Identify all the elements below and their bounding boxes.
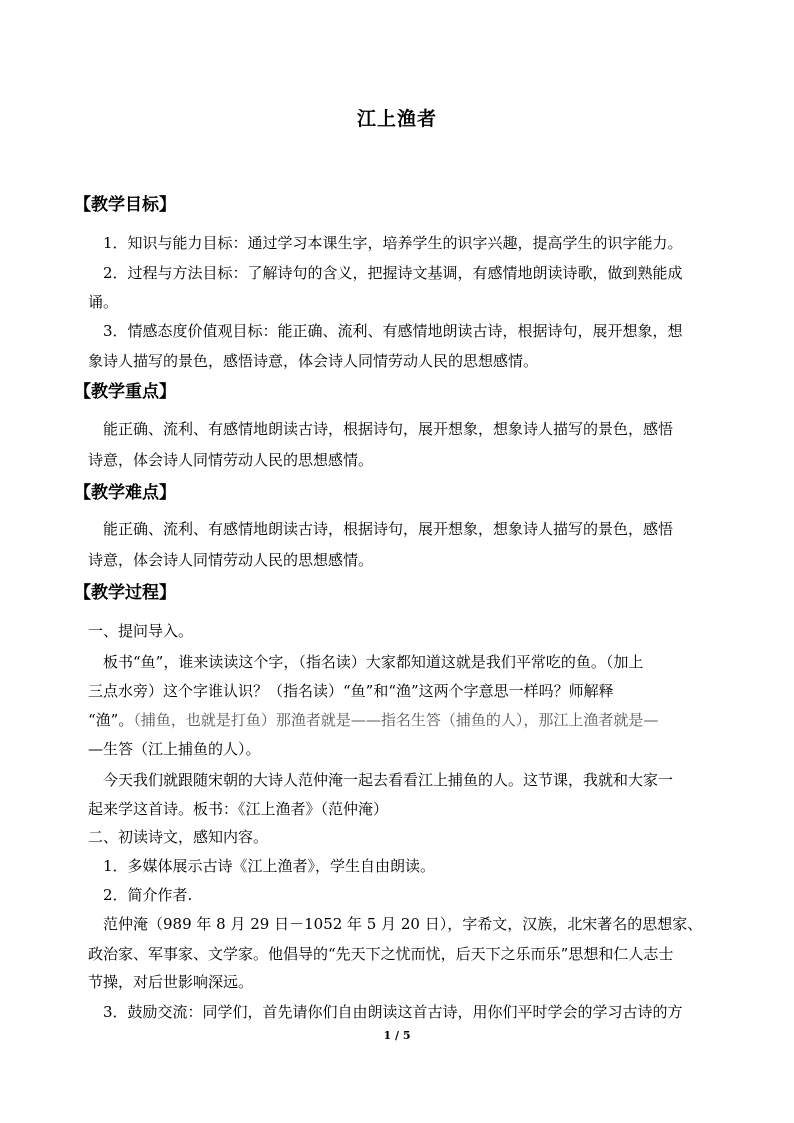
paragraph-line: 2．简介作者. [103,886,193,904]
paragraph-line: 3．情感态度价值观目标：能正确、流利、有感情地朗读古诗，根据诗句，展开想象，想 [103,322,683,340]
paragraph-line [88,709,658,730]
paragraph-line: 1．多媒体展示古诗《江上渔者》，学生自由朗读。 [103,857,436,875]
paragraph-line: 1．知识与能力目标：通过学习本课生字，培养学生的识字兴趣，提高学生的识字能力。 [103,234,683,252]
paragraph-line: 一、提问导入。 [88,622,194,640]
paragraph-line: 能正确、流利、有感情地朗读古诗，根据诗句，展开想象，想象诗人描写的景色，感悟 [103,520,674,538]
section-heading-key-points: 【教学重点】 [74,382,176,402]
paragraph-line: 三点水旁）这个字谁认识？（指名读）“鱼”和“渔”这两个字意思一样吗？师解释 [88,682,614,700]
paragraph-line: 2．过程与方法目标：了解诗句的含义，把握诗文基调，有感情地朗读诗歌，做到熟能成 [103,264,683,282]
section-heading-goals: 【教学目标】 [74,195,176,215]
text-span: （捕鱼，也就是打鱼）那渔者就是——指名生答（捕鱼的人），那江上渔者就是— [133,711,659,729]
paragraph-line: 节操，对后世影响深远。 [88,973,254,991]
paragraph-line: 板书“鱼”，谁来读读这个字，（指名读）大家都知道这就是我们平常吃的鱼。（加上 [103,653,644,671]
section-heading-difficulties: 【教学难点】 [74,483,176,503]
paragraph-line: 二、初读诗文，感知内容。 [88,828,269,846]
paragraph-line: 诵。 [88,293,119,311]
section-heading-process: 【教学过程】 [74,583,176,603]
paragraph-line: —生答（江上捕鱼的人）。 [88,740,261,758]
paragraph-line: 政治家、军事家、文学家。他倡导的“先天下之忧而忧，后天下之乐而乐”思想和仁人志士 [88,945,674,963]
page-number: 1 / 5 [383,1029,411,1042]
paragraph-line: 诗意，体会诗人同情劳动人民的思想感情。 [88,451,374,469]
paragraph-line: 诗意，体会诗人同情劳动人民的思想感情。 [88,551,374,569]
paragraph-line: 范仲淹（989 年 8 月 29 日－1052 年 5 月 20 日），字希文，汉族，北宋著名的思想家、 [103,915,703,933]
paragraph-line: 起来学这首诗。板书：《江上渔者》（范仲淹） [88,800,389,818]
text-span: “渔”。 [88,711,134,729]
document-title: 江上渔者 [356,108,437,130]
paragraph-line: 今天我们就跟随宋朝的大诗人范仲淹一起去看看江上捕鱼的人。这节课，我就和大家一 [103,771,674,789]
paragraph-line: 能正确、流利、有感情地朗读古诗，根据诗句，展开想象，想象诗人描写的景色，感悟 [103,420,674,438]
paragraph-line: 象诗人描写的景色，感悟诗意，体会诗人同情劳动人民的思想感情。 [88,352,539,370]
paragraph-line: 3．鼓励交流：同学们，首先请你们自由朗读这首古诗，用你们平时学会的学习古诗的方 [103,1003,683,1021]
